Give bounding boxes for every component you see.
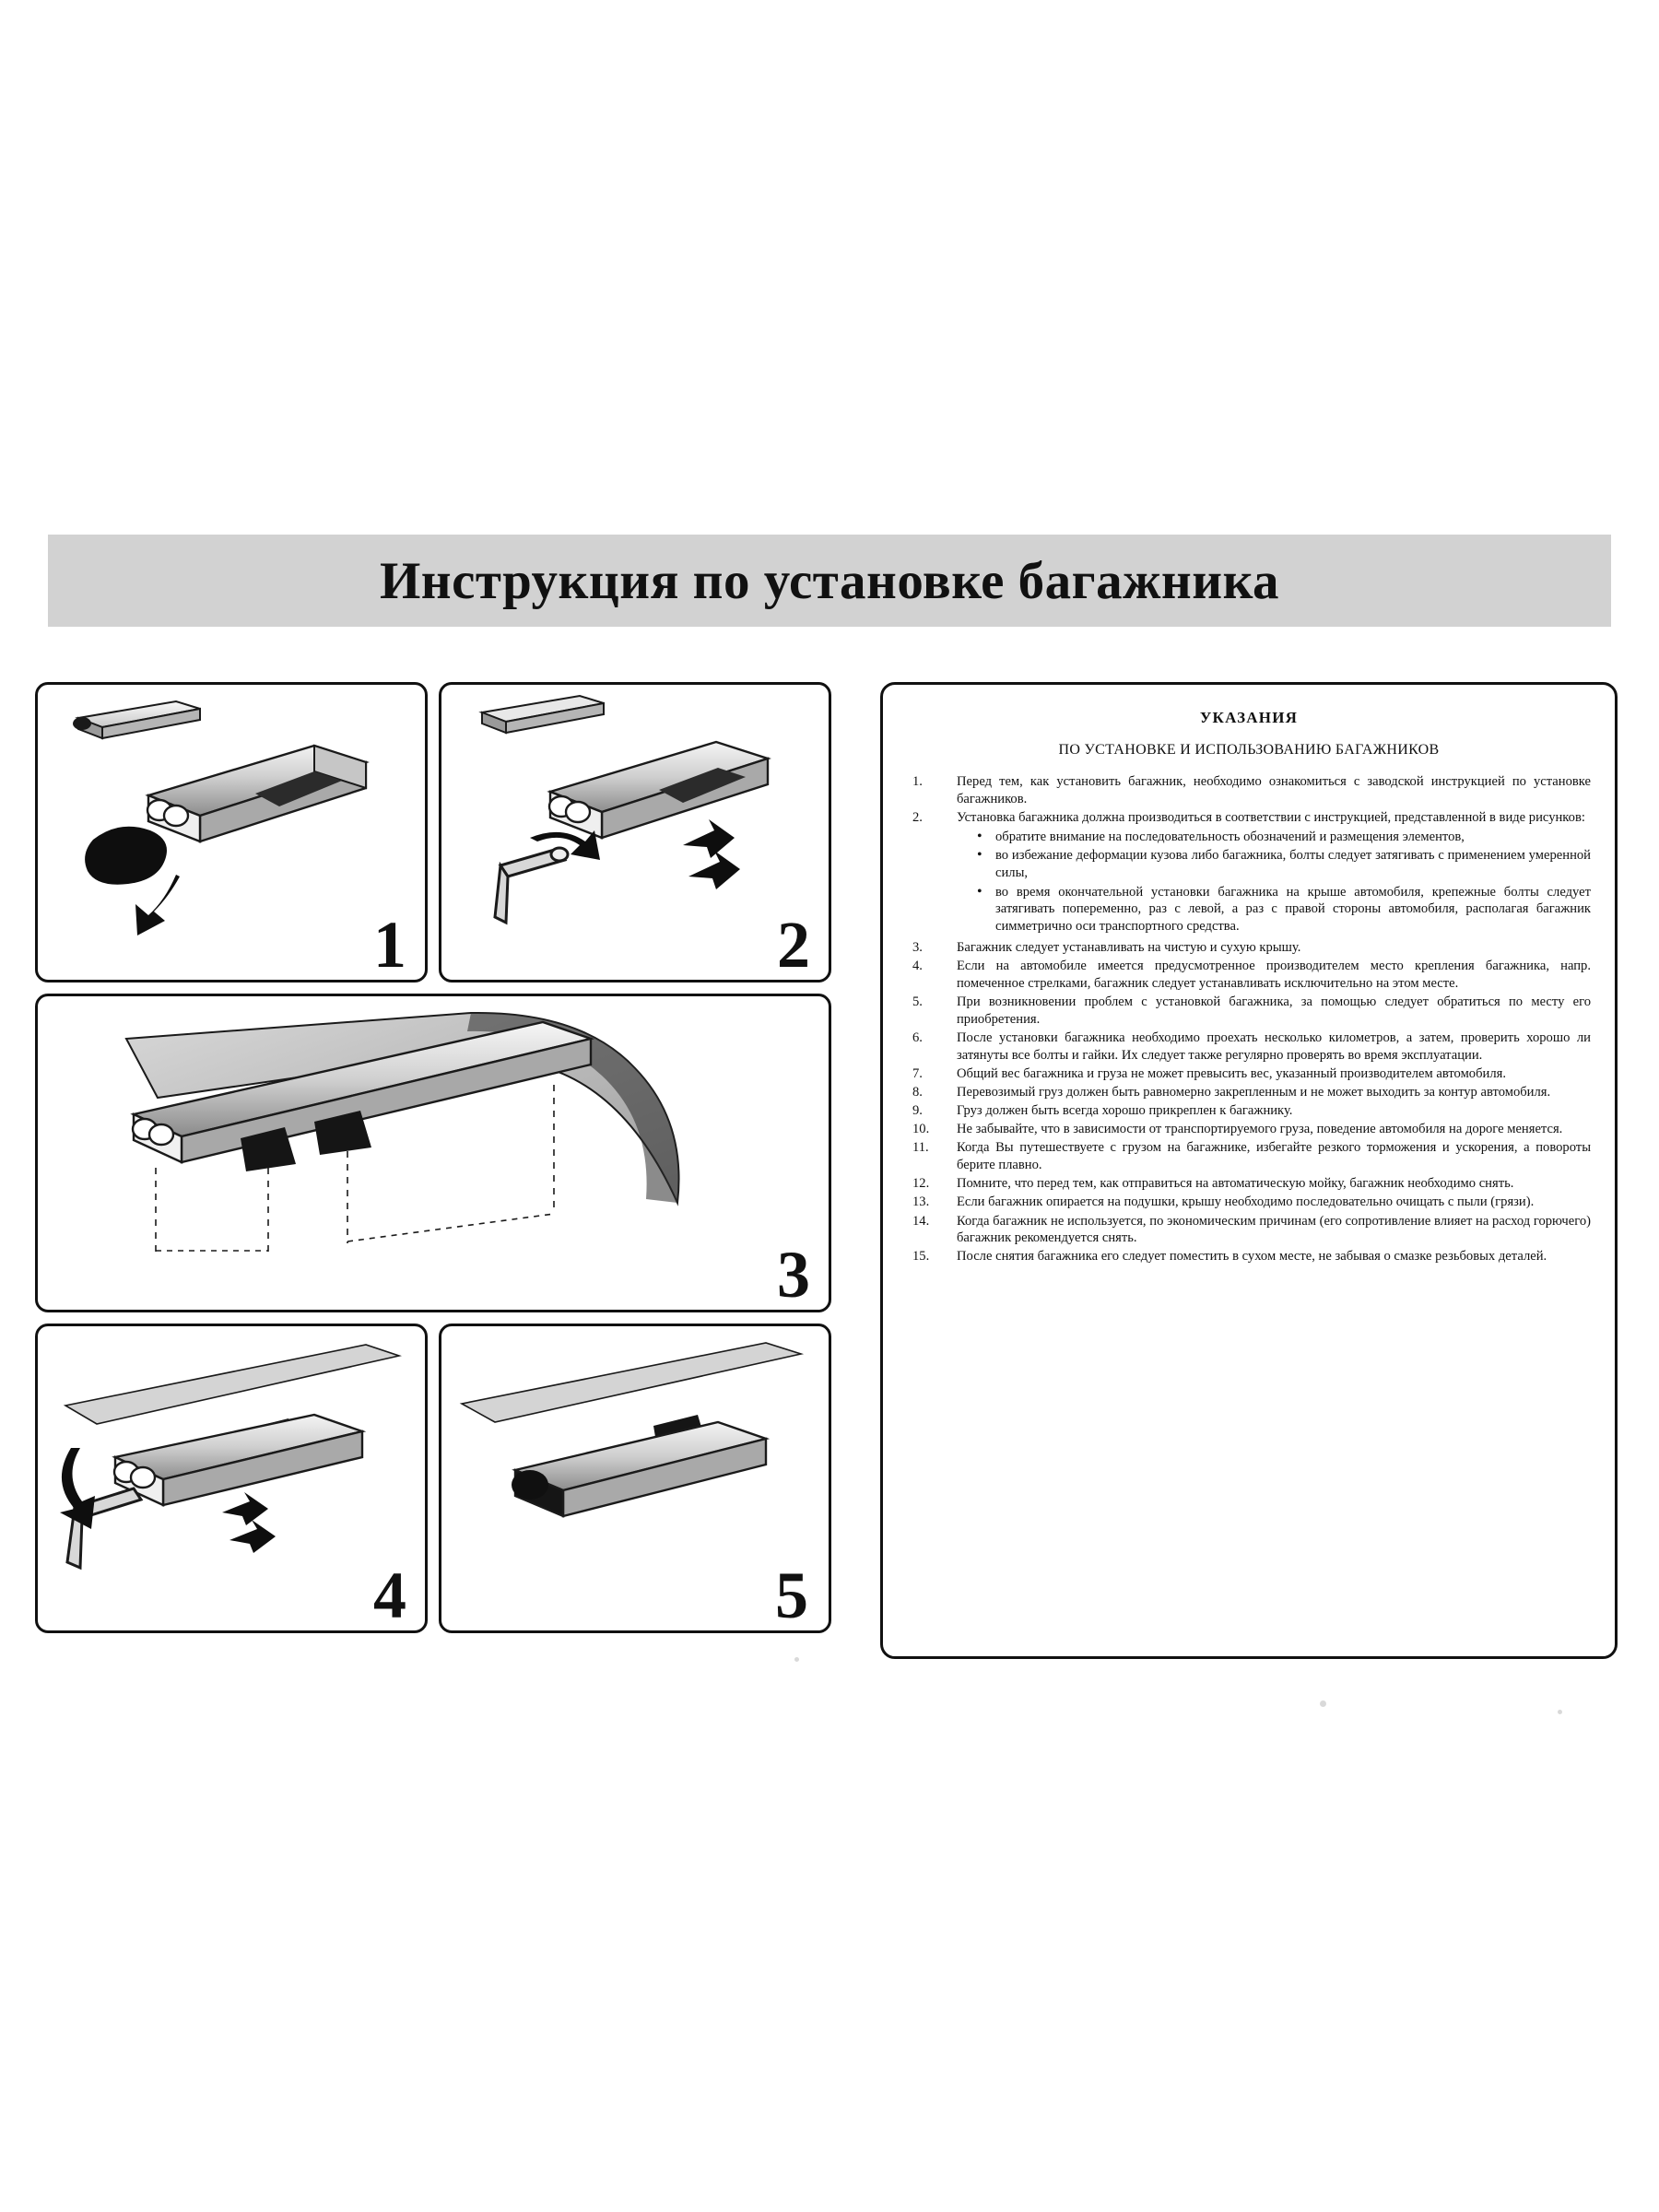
figure-step-4 [35, 1324, 428, 1633]
instructions-heading: УКАЗАНИЯ [1199, 709, 1299, 726]
list-item-number: 8. [912, 1084, 923, 1100]
list-item [907, 994, 1591, 1028]
list-item [907, 1213, 1591, 1247]
figure-step-1 [35, 682, 428, 982]
list-item-number: 3. [912, 940, 923, 956]
figure-step-5 [439, 1324, 831, 1633]
list-item [907, 1248, 1591, 1265]
list-item-text-with-bullets [957, 809, 1591, 938]
sub-bullet: • во время окончательной установки багажника на крыше автомобиля, крепежные болты следует затягивать попеременно, раз с левой, а раз с правой стороны автомобиля, располагая багажник симметрично оси транспортного средства. [977, 884, 1591, 935]
scan-speck [794, 1657, 799, 1662]
list-item-number: 12. [912, 1176, 930, 1192]
list-item [907, 1030, 1591, 1064]
list-item-text: После снятия багажника его следует поместить в сухом месте, не забывая о смазке резьбовых деталей. [957, 1249, 1547, 1265]
list-item-text: При возникновении проблем с установкой багажника, за помощью следует обратиться по месту его приобретения. [957, 994, 1591, 1027]
title-banner [48, 535, 1611, 627]
sub-bullet: • во избежание деформации кузова либо багажника, болты следует затягивать с применением умеренной силы, [977, 847, 1591, 881]
list-item-text: Груз должен быть всегда хорошо прикреплен к багажнику. [957, 1103, 1293, 1119]
list-item [907, 939, 1591, 957]
list-item-number: 6. [912, 1030, 923, 1045]
figure-3-number: 3 [777, 1238, 810, 1312]
list-item [907, 773, 1591, 807]
list-item [907, 1065, 1591, 1083]
list-item [907, 958, 1591, 992]
figure-2-number: 2 [777, 908, 810, 982]
figure-1-illustration [38, 685, 419, 974]
list-item-number: 14. [912, 1213, 930, 1229]
list-item [907, 1194, 1591, 1211]
list-item-text: Перед тем, как установить багажник, необходимо ознакомиться с заводской инструкцией по установке багажников. [957, 774, 1591, 806]
list-item-text: Когда Вы путешествуете с грузом на багажнике, избегайте резкого торможения и ускорения, а повороты берите плавно. [957, 1140, 1591, 1173]
list-item [907, 1175, 1591, 1193]
scan-speck [1558, 1710, 1562, 1714]
scan-speck [1320, 1700, 1326, 1707]
list-item-number: 7. [912, 1065, 923, 1081]
list-item-number: 4. [912, 959, 923, 974]
figure-step-3 [35, 994, 831, 1312]
list-item-number: 15. [912, 1249, 930, 1265]
figure-1-number: 1 [373, 908, 406, 982]
page-title: Инструкция по установке багажника [379, 551, 1280, 610]
figure-step-2 [439, 682, 831, 982]
instructions-subheading: ПО УСТАНОВКЕ И ИСПОЛЬЗОВАНИЮ БАГАЖНИКОВ [1058, 742, 1440, 758]
list-item-text: Если багажник опирается на подушки, крышу необходимо последовательно очищать с пыли (грязи). [957, 1194, 1535, 1210]
list-item-text: Помните, что перед тем, как отправиться на автоматическую мойку, багажник необходимо снять. [957, 1176, 1514, 1192]
list-item-text: Не забывайте, что в зависимости от транспортируемого груза, поведение автомобиля на дороге меняется. [957, 1122, 1563, 1137]
figure-2-illustration [441, 685, 823, 974]
figure-5-number: 5 [775, 1559, 808, 1632]
list-item [907, 1084, 1591, 1101]
list-item-text: После установки багажника необходимо проехать несколько километров, а затем, проверить хорошо ли затянуты все болты и гайки. Их следует также регулярно проверять во время эксплуатации. [957, 1030, 1591, 1063]
instructions-panel [880, 682, 1618, 1659]
list-item-text: Установка багажника должна производиться в соответствии с инструкцией, представленной в виде рисунков: [957, 809, 1585, 825]
figure-grid [35, 682, 830, 1659]
instructions-list [907, 773, 1591, 1265]
sub-bullet: • обратите внимание на последовательность обозначений и размещения элементов, [977, 829, 1591, 846]
list-item [907, 1139, 1591, 1173]
list-item-number: 5. [912, 994, 923, 1010]
list-item [907, 809, 1591, 938]
sub-bullet-list [957, 829, 1591, 935]
figure-4-illustration [38, 1326, 419, 1625]
list-item-number: 10. [912, 1122, 930, 1137]
figure-5-illustration [441, 1326, 823, 1625]
list-item-text: Перевозимый груз должен быть равномерно закрепленным и не может выходить за контур автомобиля. [957, 1084, 1551, 1100]
list-item-number: 11. [912, 1140, 929, 1156]
list-item-number: 9. [912, 1103, 923, 1119]
figure-3-illustration [38, 996, 823, 1304]
figure-4-number: 4 [373, 1559, 406, 1632]
list-item [907, 1102, 1591, 1120]
list-item-text: Общий вес багажника и груза не может превысить вес, указанный производителем автомобиля. [957, 1065, 1506, 1081]
list-item-number: 1. [912, 774, 923, 789]
list-item [907, 1121, 1591, 1138]
list-item-text: Багажник следует устанавливать на чистую и сухую крышу. [957, 940, 1301, 956]
list-item-text: Если на автомобиле имеется предусмотренное производителем место крепления багажника, напр. помеченное стрелками, багажник следует устанавливать исключительно на этом месте. [957, 959, 1591, 991]
list-item-number: 2. [912, 809, 923, 825]
list-item-number: 13. [912, 1194, 930, 1210]
list-item-text: Когда багажник не используется, по экономическим причинам (его сопротивление влияет на расход горючего) багажник рекомендуется снять. [957, 1213, 1591, 1246]
